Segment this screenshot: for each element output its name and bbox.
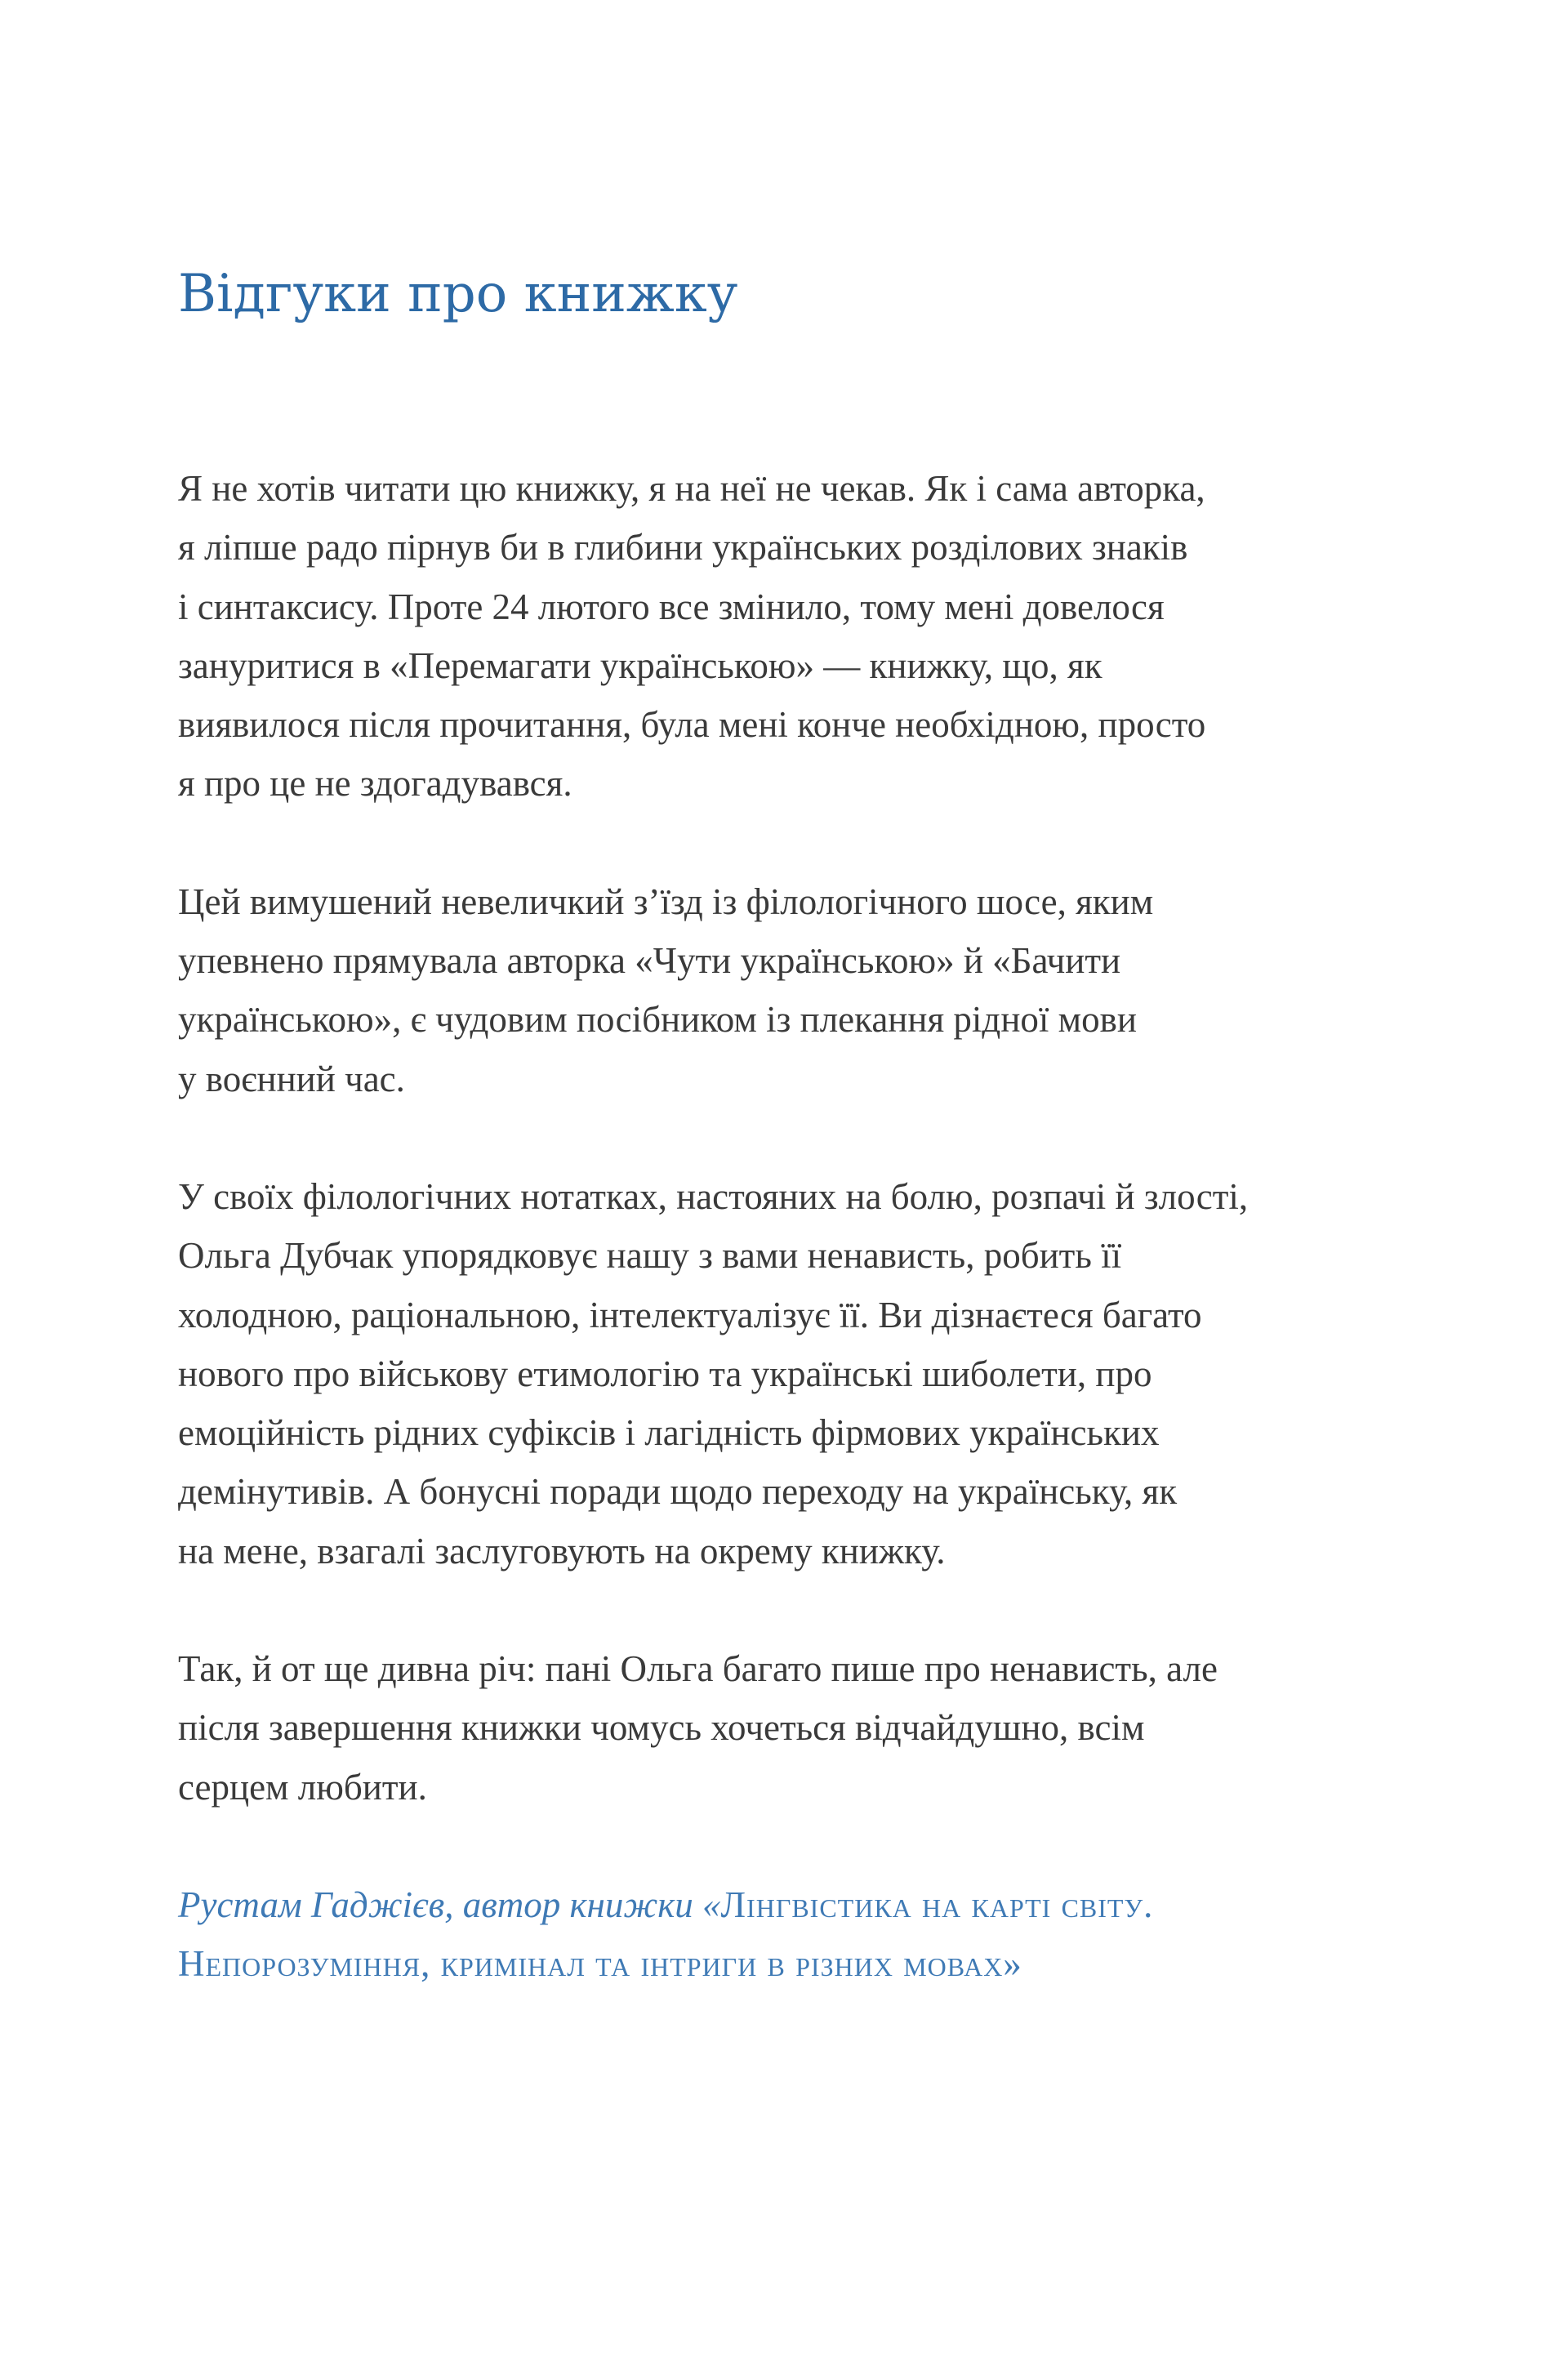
text-line: Цей вимушений невеличкий з’їзд із філологічного шосе, яким [178, 881, 1154, 922]
review-paragraph-4 [178, 1639, 1452, 1817]
text-line: нового про військову етимологію та українські шиболети, про [178, 1353, 1152, 1394]
text-line: емоційність рідних суфіксів і лагідність фірмових українських [178, 1412, 1160, 1454]
text-line: Ольга Дубчак упорядковує нашу з вами ненависть, робить її [178, 1235, 1122, 1277]
attribution-author: Рустам Гаджієв, автор книжки « [178, 1884, 721, 1925]
text-line: після завершення книжки чомусь хочеться відчайдушно, всім [178, 1707, 1145, 1749]
text-line: Так, й от ще дивна річ: пані Ольга багато пише про ненависть, але [178, 1648, 1218, 1690]
text-line: на мене, взагалі заслуговують на окрему книжку. [178, 1530, 946, 1572]
text-line: я про це не здогадувався. [178, 763, 572, 805]
review-attribution [178, 1875, 1452, 1994]
text-line: холодною, раціональною, інтелектуалізує її. Ви дізнаєтеся багато [178, 1294, 1202, 1335]
text-line: у воєнний час. [178, 1058, 405, 1099]
review-paragraph-1 [178, 459, 1452, 814]
attribution-line-1 [178, 1875, 1452, 1934]
text-line: виявилося після прочитання, була мені конче необхідною, просто [178, 704, 1206, 746]
text-line: У своїх філологічних нотатках, настояних на болю, розпачі й злості, [178, 1175, 1249, 1217]
text-line: демінутивів. А бонусні поради щодо переходу на українську, як [178, 1471, 1178, 1513]
section-title: Відгуки про книжку [178, 264, 738, 324]
text-line: Я не хотів читати цю книжку, я на неї не чекав. Як і сама авторка, [178, 468, 1205, 509]
attribution-book-title-part-1: Лінгвістика на карті світу. [720, 1884, 1154, 1925]
text-line: і синтаксису. Проте 24 лютого все змінило, тому мені довелося [178, 586, 1165, 627]
reviews-text [178, 459, 1452, 1994]
text-line: упевнено прямувала авторка «Чути українською» й «Бачити [178, 940, 1121, 982]
review-paragraph-2 [178, 872, 1452, 1108]
text-line: українською», є чудовим посібником із плекання рідної мови [178, 999, 1137, 1041]
text-line: зануритися в «Перемагати українською» — книжку, що, як [178, 644, 1102, 686]
attribution-book-title-part-2: Непорозуміння, кримінал та інтриги в різних мовах» [178, 1943, 1022, 1985]
review-paragraph-3 [178, 1167, 1452, 1580]
text-line: я ліпше радо пірнув би в глибини українських розділових знаків [178, 527, 1188, 568]
text-line: серцем любити. [178, 1766, 427, 1808]
